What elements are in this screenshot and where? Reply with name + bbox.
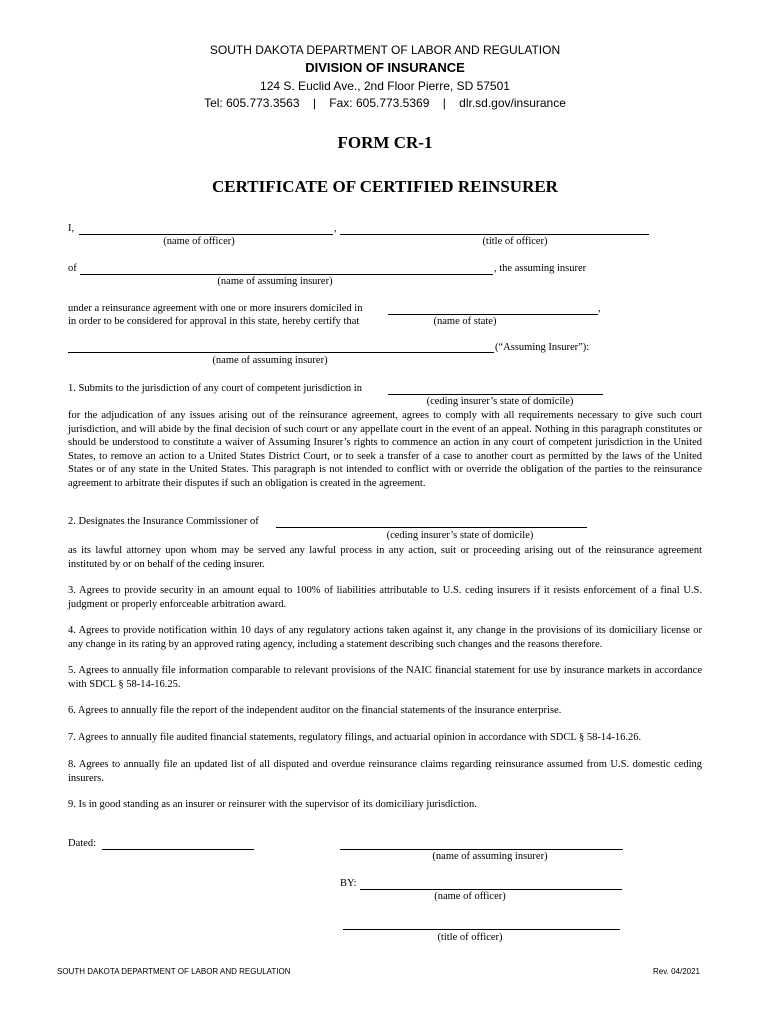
item1-state-field[interactable] <box>388 394 603 395</box>
i-prefix: I, <box>68 223 75 234</box>
item8: 8. Agrees to annually file an updated list of all disputed and overdue reinsurance claims regarding reinsurance assumed from U.S. domestic ceding insurers. <box>68 759 702 784</box>
item2-lead: 2. Designates the Insurance Commissioner of <box>68 516 259 527</box>
name-of-assuming-insurer-caption: (name of assuming insurer) <box>217 276 333 287</box>
officer-title-field[interactable] <box>340 234 649 235</box>
date-field[interactable] <box>102 849 254 850</box>
item1-body: for the adjudication of any issues arising out of the reinsurance agreement, agrees to comply with all requirements necessary to give such court jurisdiction, and will abide by the final decision of such court or any appellate court in the event of an appeal. Nothing in this paragraph constitutes or should be understood to constitute a waiver of Assuming Insurer’s rights to commence an action in any court of competent jurisdiction in the United States, to remove an action to a United States District Court, or to seek a transfer of a case to another court as permitted by the laws of the United States or of any state in the United States. This paragraph is not intended to conflict with or override the obligation of the parties to the reinsurance agreement to arbitrate their disputes if such an obligation is created in the agreement. <box>68 410 702 489</box>
footer-agency: SOUTH DAKOTA DEPARTMENT OF LABOR AND REGULATION <box>57 967 291 976</box>
agency-name: SOUTH DAKOTA DEPARTMENT OF LABOR AND REGULATION <box>209 43 561 57</box>
agreement-comma: , <box>598 303 601 314</box>
name-of-state-caption: (name of state) <box>433 316 497 327</box>
division-name: DIVISION OF INSURANCE <box>305 60 465 75</box>
assuming-insurer-field[interactable] <box>80 274 493 275</box>
name-of-assuming-insurer-caption-2: (name of assuming insurer) <box>212 355 328 366</box>
agency-address: 124 S. Euclid Ave., 2nd Floor Pierre, SD 57501 <box>260 79 510 93</box>
form-id: FORM CR-1 <box>337 133 433 152</box>
title-of-officer-caption: (title of officer) <box>482 236 548 247</box>
assuming-insurer-suffix: , the assuming insurer <box>494 263 587 274</box>
officer-signature-caption: (name of officer) <box>434 891 506 902</box>
officer-title-signature-caption: (title of officer) <box>437 932 503 943</box>
agreement-text-1: under a reinsurance agreement with one or more insurers domiciled in <box>68 303 363 314</box>
assuming-insurer-quote: (“Assuming Insurer”): <box>495 342 590 353</box>
by-label: BY: <box>340 878 357 889</box>
form-title: CERTIFICATE OF CERTIFIED REINSURER <box>212 177 558 196</box>
item4: 4. Agrees to provide notification within 10 days of any regulatory actions taken against it, any change in the provisions of its domiciliary license or any change in its rating by an approved rating agency, including a statement describing such changes and the reasons therefore. <box>68 625 702 650</box>
item1-lead: 1. Submits to the jurisdiction of any court of competent jurisdiction in <box>68 383 362 394</box>
assuming-insurer-signature-field[interactable] <box>340 849 623 850</box>
assuming-insurer-signature-caption: (name of assuming insurer) <box>432 851 548 862</box>
assuming-insurer-field-2[interactable] <box>68 352 494 353</box>
officer-signature-field[interactable] <box>360 889 622 890</box>
agreement-text-2: in order to be considered for approval in this state, hereby certify that <box>68 316 360 327</box>
item6: 6. Agrees to annually file the report of the independent auditor on the financial statements of the insurance enterprise. <box>68 705 562 716</box>
item2-body: as its lawful attorney upon whom may be served any lawful process in any action, suit or proceeding arising out of the reinsurance agreement instituted by or on behalf of the ceding insurer. <box>68 545 702 570</box>
item9: 9. Is in good standing as an insurer or reinsurer with the supervisor of its domiciliary jurisdiction. <box>68 799 477 810</box>
item1-caption: (ceding insurer’s state of domicile) <box>426 396 574 407</box>
comma: , <box>334 223 337 234</box>
officer-name-field[interactable] <box>79 234 333 235</box>
item2-caption: (ceding insurer’s state of domicile) <box>386 530 534 541</box>
footer-revision: Rev. 04/2021 <box>653 967 700 976</box>
state-field[interactable] <box>388 314 598 315</box>
item3: 3. Agrees to provide security in an amount equal to 100% of liabilities attributable to U.S. ceding insurers if it resists enforcement of a final U.S. judgment or properly enforceable arbitration award. <box>68 585 702 610</box>
agency-contact: Tel: 605.773.3563 | Fax: 605.773.5369 | dlr.sd.gov/insurance <box>204 96 566 110</box>
of-prefix: of <box>68 263 77 274</box>
dated-label: Dated: <box>68 838 96 849</box>
item7: 7. Agrees to annually file audited financial statements, regulatory filings, and actuarial opinion in accordance with SDCL § 58-14-16.26. <box>68 732 642 743</box>
item2-state-field[interactable] <box>276 527 587 528</box>
item5: 5. Agrees to annually file information comparable to relevant provisions of the NAIC financial statement for use by insurance markets in accordance with SDCL § 58-14-16.25. <box>68 665 702 690</box>
name-of-officer-caption: (name of officer) <box>163 236 235 247</box>
officer-title-signature-field[interactable] <box>343 929 620 930</box>
